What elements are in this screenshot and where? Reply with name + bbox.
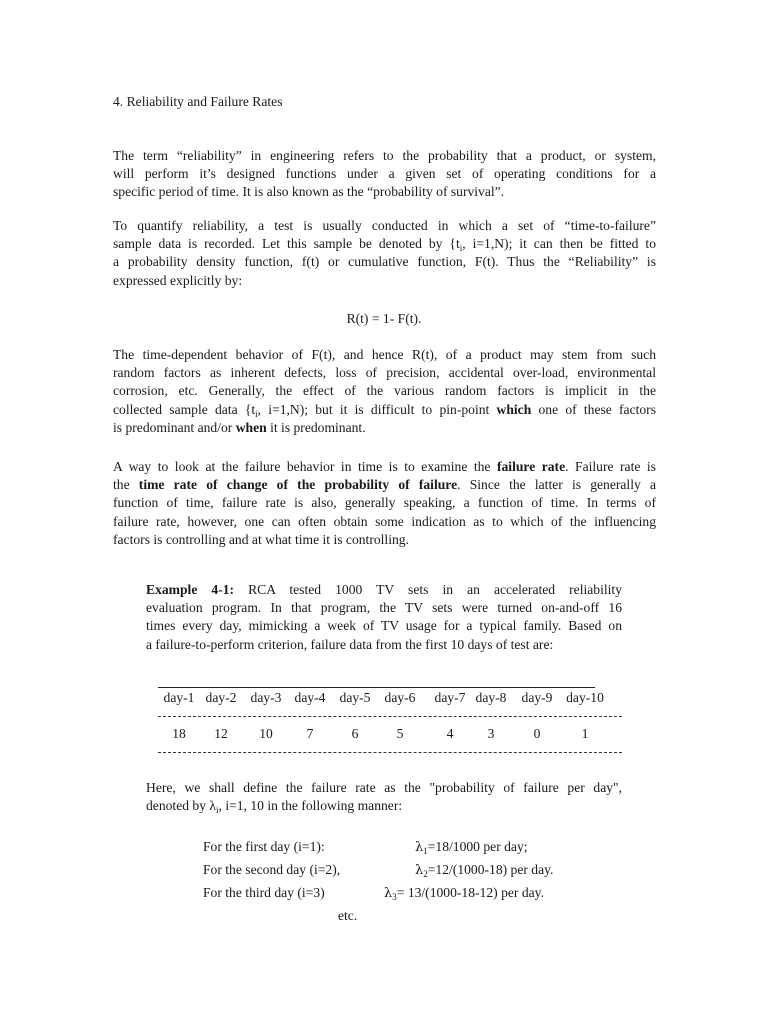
- text-line: will perform it’s designed functions under a given set of operating conditions for a: [113, 166, 656, 182]
- table-header-cell: day-2: [205, 690, 237, 705]
- table-header-cell: day-1: [163, 690, 195, 705]
- text-line: function of time, failure rate is also, generally speaking, a function of time. In terms of: [113, 495, 656, 511]
- text-line: is predominant and/or when it is predominant.: [113, 419, 366, 435]
- table-top-rule: [158, 687, 595, 688]
- text-line: specific period of time. It is also known as the “probability of survival”.: [113, 184, 505, 200]
- table-value-cell: 5: [396, 726, 404, 741]
- text-line: random factors as inherent defects, loss of precision, accidental over-load, environmental: [113, 365, 656, 381]
- table-header-cell: day-10: [566, 690, 604, 705]
- table-header-cell: day-9: [521, 690, 553, 705]
- table-value-cell: 6: [351, 726, 359, 741]
- rate-expression-day2: $\lambda_2=12/(1000-18)$ per day.: [415, 862, 554, 879]
- rate-label-day2: For the second day (i=2),: [203, 862, 341, 877]
- reliability-equation: R(t) = 1- F(t).: [346, 311, 422, 326]
- table-header-cell: day-4: [294, 690, 326, 705]
- table-header-cell: day-3: [250, 690, 282, 705]
- table-value-cell: 7: [306, 726, 314, 741]
- text-line: evaluation program. In that program, the TV sets were turned on-and-off 16: [146, 600, 622, 616]
- text-line: times every day, mimicking a week of TV usage for a typical family. Based on: [146, 618, 622, 634]
- table-value-cell: 4: [446, 726, 454, 741]
- rate-expression-day3: $\lambda_3= 13/(1000-18-12)$ per day.: [384, 885, 544, 902]
- rate-label-day3: For the third day (i=3): [203, 885, 325, 900]
- section-title: 4. Reliability and Failure Rates: [113, 94, 283, 109]
- table-header-cell: day-6: [384, 690, 416, 705]
- text-line: The term “reliability” in engineering refers to the probability that a product, or system,: [113, 148, 656, 163]
- text-line: denoted by $\lambda_i$, i=1, 10 in the following manner:: [146, 798, 403, 816]
- text-line: factors is controlling and at what time it is controlling.: [113, 531, 409, 547]
- text-line: the time rate of change of the probability of failure. Since the latter is generally a: [113, 477, 656, 493]
- text-line: Example 4-1: RCA tested 1000 TV sets in an accelerated reliability: [146, 582, 622, 597]
- table-value-cell: 3: [487, 726, 495, 741]
- table-header-cell: day-7: [434, 690, 466, 705]
- text-line: A way to look at the failure behavior in time is to examine the failure rate. Failure rate is: [113, 459, 656, 474]
- paragraph-time-dependent-behavior: [113, 346, 656, 437]
- rate-label-day1: For the first day (i=1):: [203, 839, 325, 854]
- table-value-cell: 12: [214, 726, 228, 741]
- rate-expression-day1: $\lambda_1=18/1000$ per day;: [415, 839, 528, 856]
- table-value-cell: 0: [533, 726, 541, 741]
- paragraph-reliability-definition: [113, 147, 656, 202]
- text-line: expressed explicitly by:: [113, 272, 243, 288]
- table-value-cell: 1: [581, 726, 589, 741]
- etc-text: etc.: [338, 908, 358, 923]
- example-4-1: [146, 581, 622, 654]
- paragraph-quantify-reliability: [113, 217, 656, 290]
- table-value-cell: 10: [259, 726, 273, 741]
- table-value-cell: 18: [172, 726, 186, 741]
- text-line: Here, we shall define the failure rate as the "probability of failure per day",: [146, 780, 622, 795]
- failure-rate-definition: [146, 779, 622, 815]
- text-line: sample data is recorded. Let this sample be denoted by {$t_i$, i=1,N); it can then be fitted to: [113, 236, 656, 254]
- text-line: corrosion, etc. Generally, the effect of the various random factors is implicit in the: [113, 383, 656, 399]
- example-label: Example 4-1:: [146, 582, 235, 597]
- text-line: failure rate, however, one can often obtain some indication as to which of the influencing: [113, 513, 656, 529]
- text-line: collected sample data {$t_i$, i=1,N); but it is difficult to pin-point which one of these factors: [113, 401, 656, 419]
- text-line: a probability density function, f(t) or cumulative function, F(t). Thus the “Reliability” is: [113, 254, 656, 270]
- text-line: a failure-to-perform criterion, failure data from the first 10 days of test are:: [146, 636, 554, 652]
- table-bottom-rule: [158, 752, 622, 753]
- paragraph-failure-rate: [113, 458, 656, 549]
- text-line: To quantify reliability, a test is usually conducted in which a set of “time-to-failure”: [113, 218, 656, 233]
- table-header-divider: [158, 716, 622, 717]
- text-line: The time-dependent behavior of F(t), and hence R(t), of a product may stem from such: [113, 347, 656, 362]
- table-header-cell: day-8: [475, 690, 507, 705]
- table-header-cell: day-5: [339, 690, 371, 705]
